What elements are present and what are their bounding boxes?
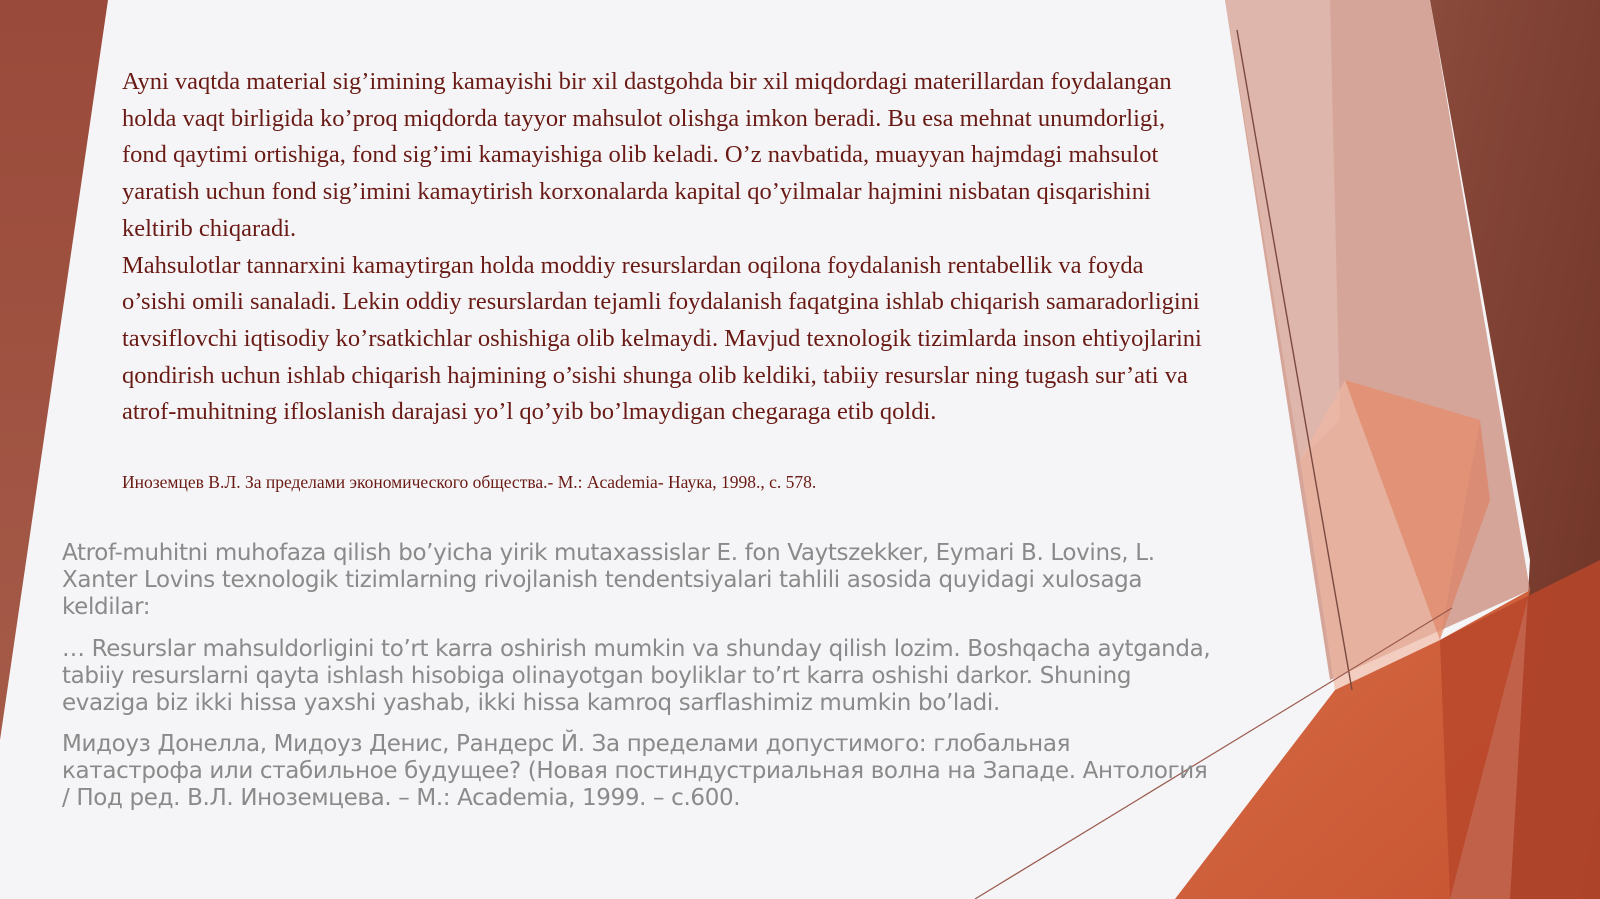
paragraph-tannarx: Mahsulotlar tannarxini kamaytirgan holda moddiy resurslardan oqilona foydalanish rentabellik va foyda o’sishi omili sanaladi. Lekin oddiy resurslardan tejamli foydalanish faqatgina ishlab chiqarish samaradorligini tavsiflovchi iqtisodiy ko’rsatkichlar oshishiga olib kelmaydi. Mavjud texnologik tizimlarda inson ehtiyojlarini qondirish uchun ishlab chiqarish hajmining o’sishi shunga olib keldiki, tabiiy resurslar ning tugash sur’ati va atrof-muhitning ifloslanish darajasi yo’l qo’yib bo’lmaydigan chegaraga etib qoldi. — [122, 251, 1202, 426]
left-wedge-shape — [0, 0, 108, 740]
paragraph-material: Ayni vaqtda material sig’imining kamayishi bir xil dastgohda bir xil miqdordagi materillardan foydalangan holda vaqt birligida ko’proq miqdorda tayyor mahsulot olishga imkon beradi. Bu esa mehnat unumdorligi, fond qaytimi ortishiga, fond sig’imi kamayishiga olib keladi. O’z navbatida, muayyan hajmdagi mahsulot yaratish uchun fond sig’imini kamaytirish korxonalarda kapital qo’yilmalar hajmini nisbatan qisqarishini keltirib chiqaradi. — [122, 68, 1172, 242]
main-text-block — [122, 64, 1202, 431]
right-light-facet — [1225, 0, 1340, 460]
citation-inozemtsev: Иноземцев В.Л. За пределами экономического общества.- М.: Academia- Наука, 1998., с. 578. — [122, 472, 817, 492]
citation-meadows: Мидоуз Донелла, Мидоуз Денис, Рандерс Й. За пределами допустимого: глобальная катастрофа или стабильное будущее? (Новая постиндустриальная волна на Западе. Антология / Под ред. В.Л. Иноземцева. – М.: Academia, 1999. – с.600. — [62, 731, 1208, 811]
paragraph-quote: … Resurslar mahsuldorligini to’rt karra oshirish mumkin va shunday qilish lozim. Boshqacha aytganda, tabiiy resurslarni qayta ishlash hisobiga olinayotgan boyliklar to’rt karra oshishi darkor. Shuning evaziga biz ikki hissa yaxshi yashab, ikki hissa kamroq sarflashimiz mumkin bo’ladi. — [62, 636, 1211, 716]
paragraph-experts: Atrof-muhitni muhofaza qilish bo’yicha yirik mutaxassislar E. fon Vaytszekker, Eymari B. Lovins, L. Xanter Lovins texnologik tizimlarning rivojlanish tendentsiyalari tahlili asosida quyidagi xulosaga keldilar: — [62, 540, 1155, 620]
